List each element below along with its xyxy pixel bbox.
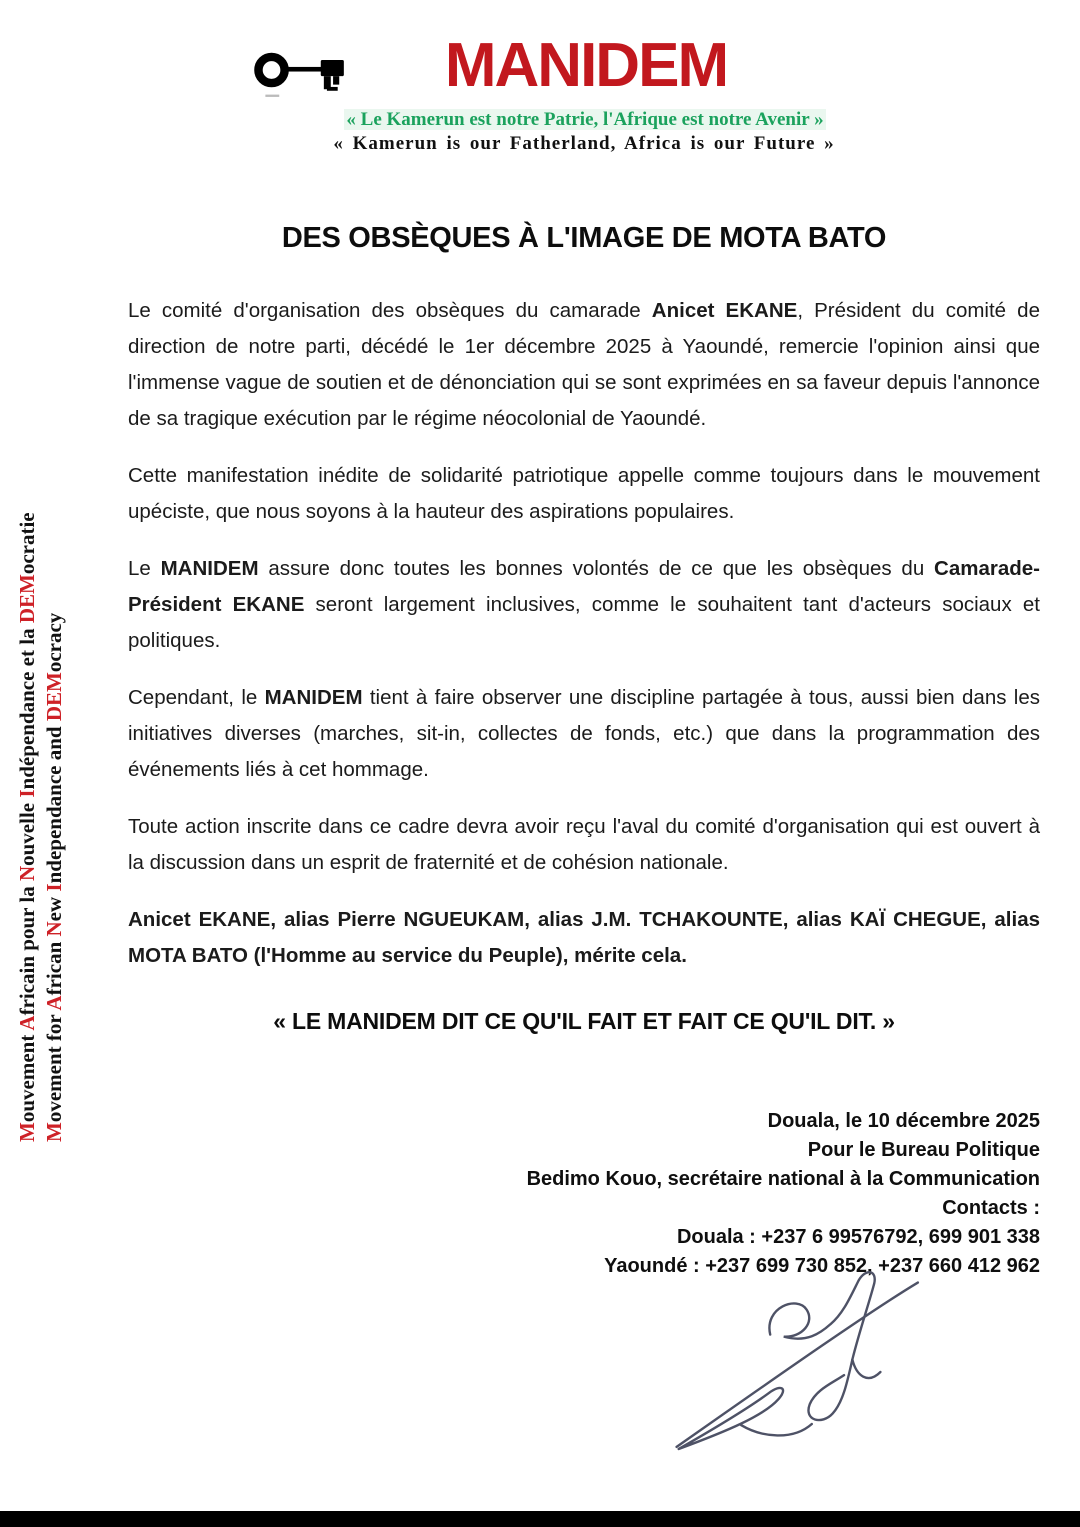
date-place-line: Douala, le 10 décembre 2025 xyxy=(767,1110,1040,1132)
contacts-label: Contacts : xyxy=(942,1197,1040,1219)
motto-french-text: « Le Kamerun est notre Patrie, l'Afrique est notre Avenir » xyxy=(346,109,824,130)
paragraph: Le comité d'organisation des obsèques du camarade Anicet EKANE, Président du comité de direction de notre parti, décédé le 1er décembre 2025 à Yaoundé, remercie l'opinion ainsi que l'immense vague de soutien et de dénonciation qui se sont exprimées en sa faveur depuis l'annonce de sa tragique exécution par le régime néocolonial de Yaoundé. xyxy=(128,299,1040,430)
org-title: MANIDEM xyxy=(444,31,728,100)
paragraph: Cette manifestation inédite de solidarité patriotique appelle comme toujours dans le mouvement upéciste, que nous soyons à la hauteur des aspirations populaires. xyxy=(128,464,1040,523)
vertical-line-french: Mouvement Africain pour la Nouvelle Indépendance et la DEMocratie xyxy=(15,512,39,1142)
signature-block xyxy=(128,1107,1040,1281)
paragraph: Toute action inscrite dans ce cadre devra avoir reçu l'aval du comité d'organisation qui est ouvert à la discussion dans un esprit de fraternité et de cohésion nationale. xyxy=(128,815,1040,874)
motto-french xyxy=(0,109,1080,131)
paragraph: Le MANIDEM assure donc toutes les bonnes volontés de ce que les obsèques du Camarade-Président EKANE seront largement inclusives, comme le souhaitent tant d'acteurs sociaux et politiques. xyxy=(128,557,1040,652)
document-title: DES OBSÈQUES À L'IMAGE DE MOTA BATO xyxy=(281,222,887,254)
vertical-line-english: Movement for African New Independance and DEMocracy xyxy=(42,612,66,1142)
bureau-line: Pour le Bureau Politique xyxy=(807,1139,1040,1161)
paragraph: Cependant, le MANIDEM tient à faire observer une discipline partagée à tous, aussi bien dans les initiatives diverses (marches, sit-in, collectes de fonds, etc.) que dans la programmation des événements liés à cet hommage. xyxy=(128,686,1040,781)
signature-image xyxy=(642,1268,992,1476)
contact-douala: Douala : +237 6 99576792, 699 901 338 xyxy=(676,1226,1040,1248)
motto-english: « Kamerun is our Fatherland, Africa is our Future » xyxy=(333,133,835,154)
paragraph-aliases: Anicet EKANE, alias Pierre NGUEUKAM, alias J.M. TCHAKOUNTE, alias KAÏ CHEGUE, alias MOTA BATO (l'Homme au service du Peuple), mérite cela. xyxy=(128,908,1040,967)
signatory-line: Bedimo Kouo, secrétaire national à la Communication xyxy=(526,1168,1040,1190)
document-body xyxy=(128,222,1040,1281)
contact-yaounde: Yaoundé : +237 699 730 852, +237 660 412 962 xyxy=(604,1255,1040,1277)
vertical-party-name xyxy=(14,442,70,1142)
party-slogan: « LE MANIDEM DIT CE QU'IL FAIT ET FAIT CE QU'IL DIT. » xyxy=(273,1008,895,1034)
bottom-border-bar xyxy=(0,1511,1080,1527)
